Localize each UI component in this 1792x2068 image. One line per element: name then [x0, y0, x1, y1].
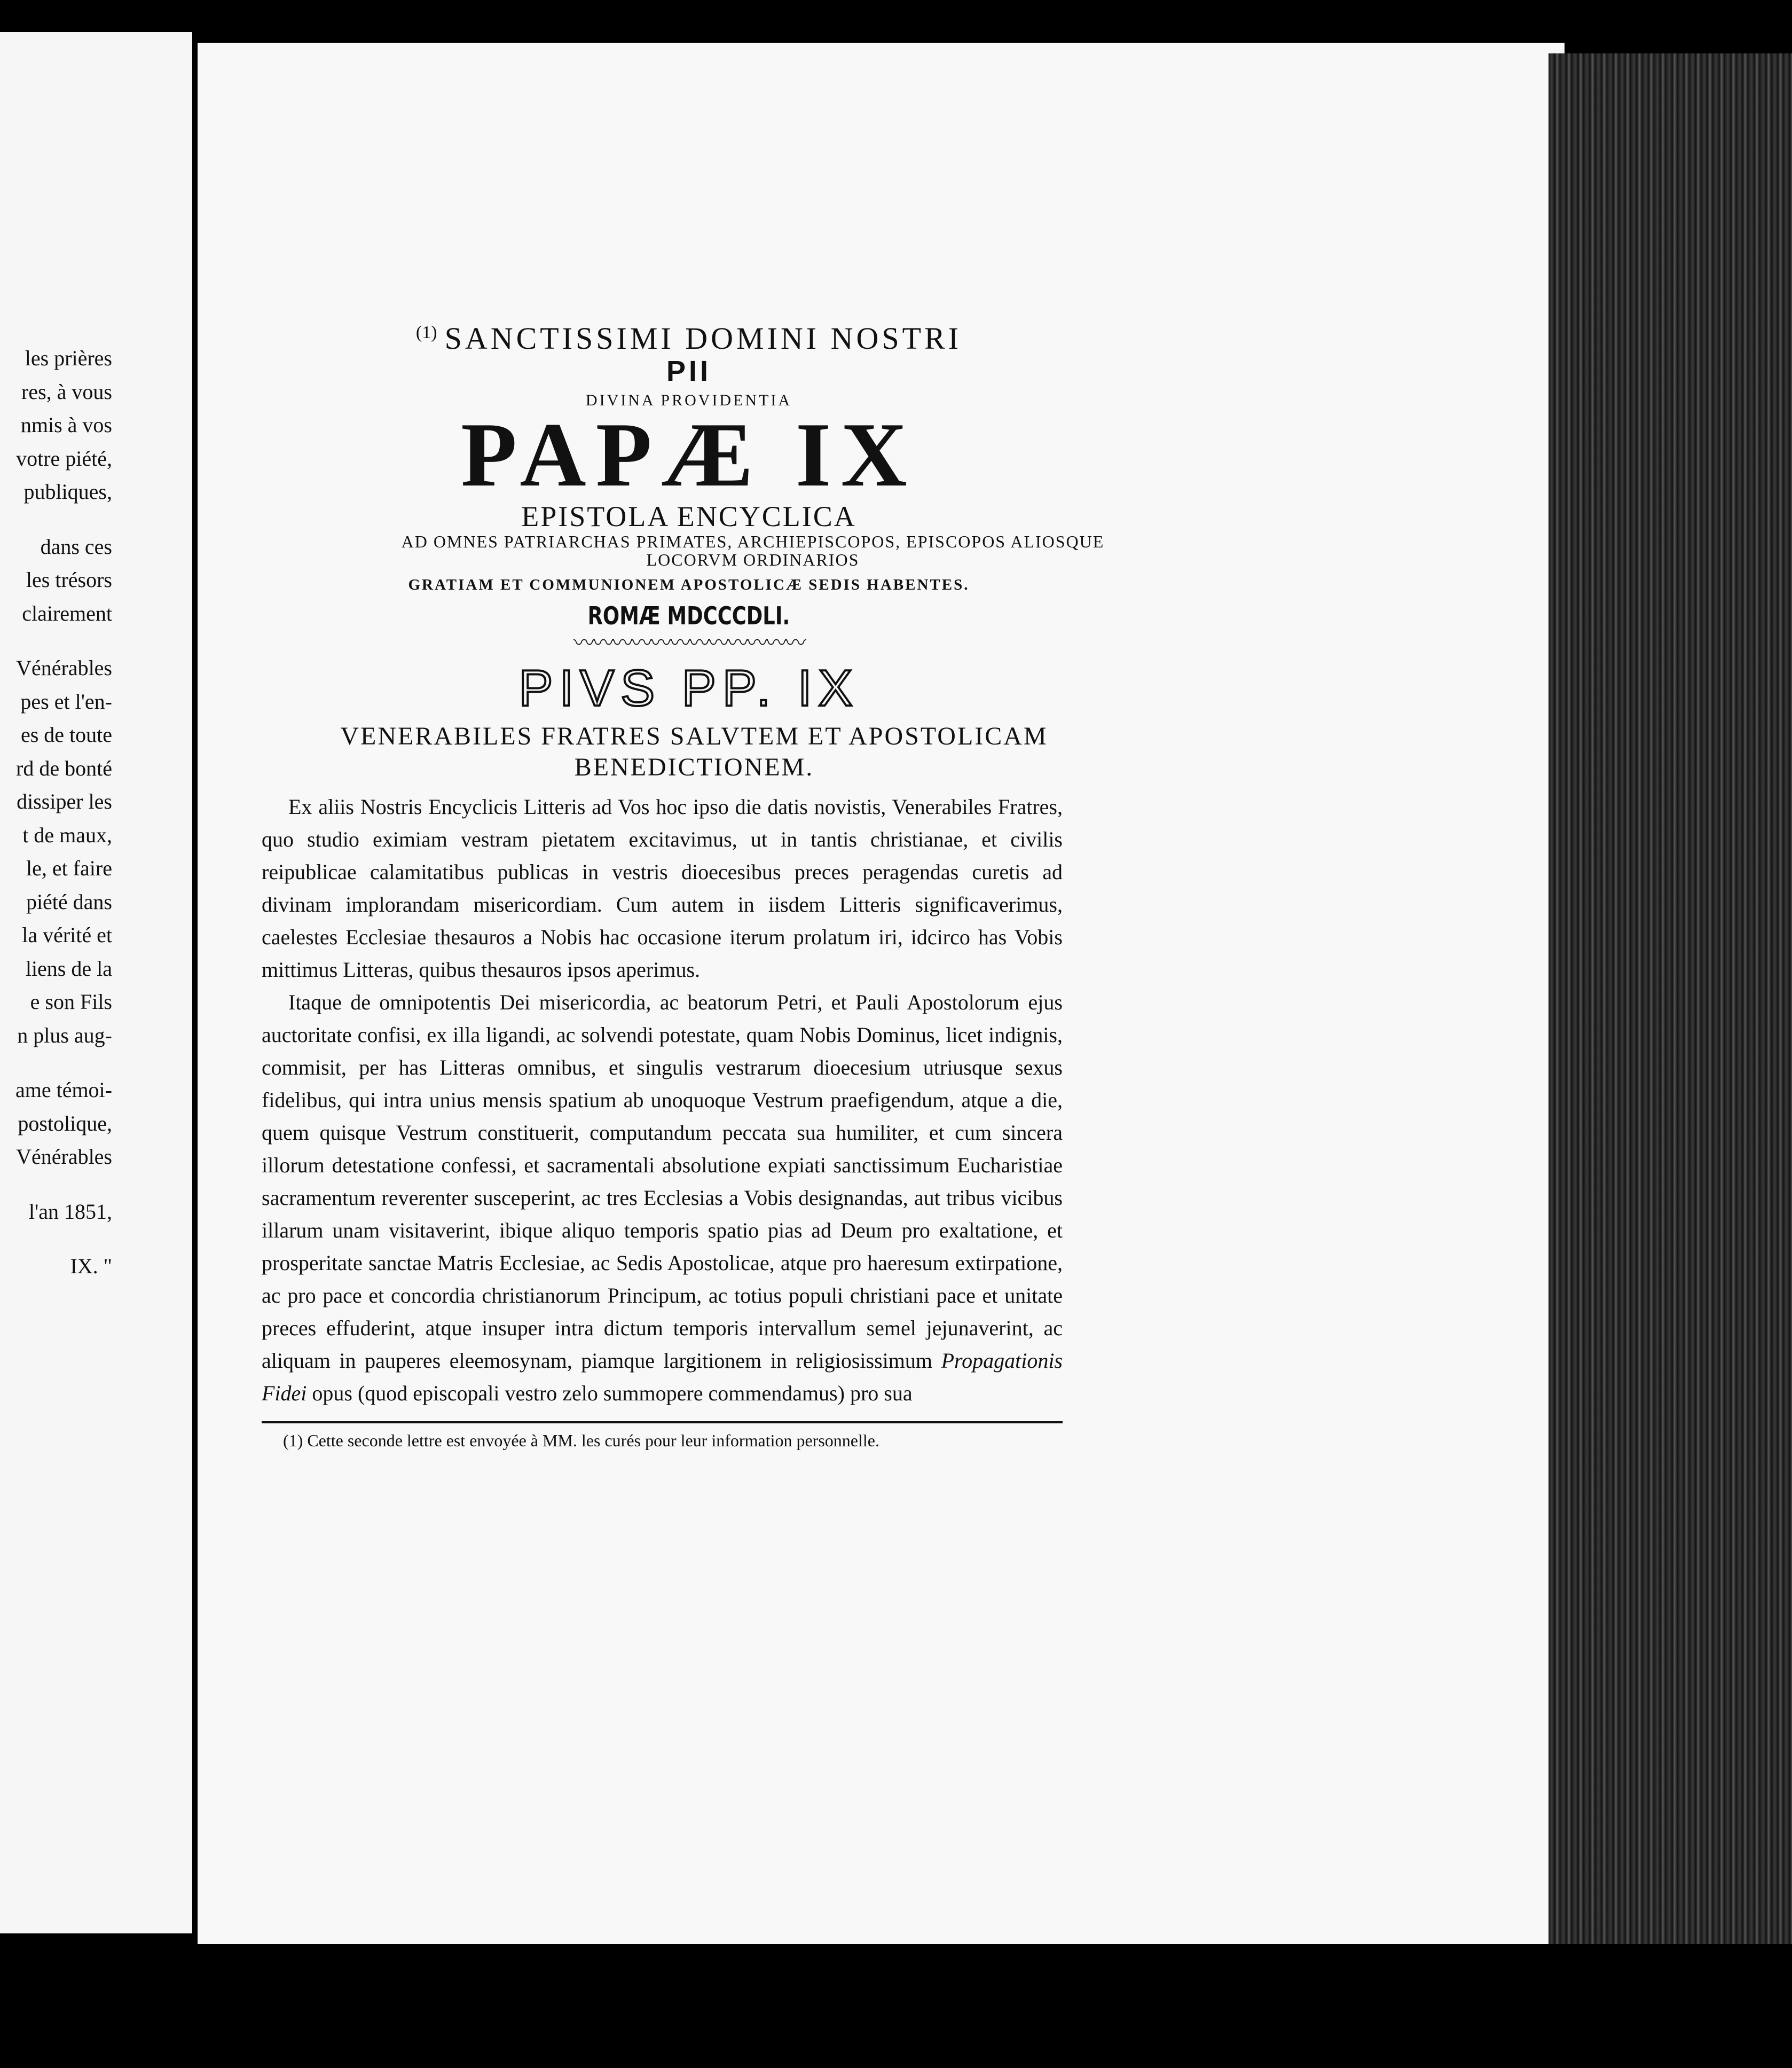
ornament-rule: 〰〰〰〰〰〰〰〰〰〰〰〰: [573, 631, 804, 655]
left-page: [0, 32, 192, 1933]
left-page-line: clairement: [22, 601, 112, 625]
left-page-line: dans ces: [40, 534, 112, 559]
place-date: ROMÆ MDCCCDLI.: [587, 601, 790, 630]
footnote-rule: [262, 1421, 1063, 1423]
title-pii: PII: [666, 355, 712, 387]
greeting: VENERABILES FRATRES SALVTEM ET APOSTOLICAM BENEDICTIONEM.: [340, 722, 1048, 781]
left-page-line: Vénérables: [16, 1145, 112, 1169]
title-divina-providentia: DIVINA PROVIDENTIA: [585, 391, 792, 409]
left-page-line: res, à vous: [21, 379, 112, 404]
gratiam-line: GRATIAM ET COMMUNIONEM APOSTOLICÆ SEDIS HABENTES.: [408, 576, 970, 593]
document-content: [256, 320, 1105, 1451]
left-page-line: [15, 630, 112, 652]
left-page-line: les trésors: [26, 568, 112, 592]
left-page-line: postolique,: [18, 1111, 112, 1135]
left-page-line: t de maux,: [22, 822, 112, 847]
left-page-line: Vénérables: [16, 656, 112, 680]
title-line-1: $^{(1)}$ SANCTISSIMI DOMINI NOSTRI: [415, 321, 962, 356]
left-page-line: rd de bonté: [16, 756, 112, 780]
left-page-line: [15, 1228, 112, 1250]
left-page-text: [15, 342, 112, 1283]
left-page-line: dissiper les: [17, 789, 112, 813]
left-page-line: liens de la: [25, 956, 112, 981]
footnote-mark: (1): [415, 322, 437, 342]
italic-term: Propagationis Fidei: [262, 1349, 1063, 1405]
left-page-line: [15, 1174, 112, 1195]
book-page-edge: [1549, 53, 1792, 1944]
left-page-line: e son Fils: [30, 990, 112, 1014]
left-page-line: l'an 1851,: [28, 1199, 112, 1224]
left-page-line: [15, 509, 112, 530]
left-page-line: n plus aug-: [17, 1023, 112, 1047]
title-epistola: EPISTOLA ENCYCLICA: [521, 500, 856, 532]
body-text: [262, 790, 1063, 1409]
footnote: (1) Cette seconde lettre est envoyée à MM. les curés pour leur information personnelle.: [283, 1431, 879, 1450]
paragraph-1: Ex aliis Nostris Encyclicis Litteris ad Vos hoc ipso die datis novistis, Venerabiles Fratres, quo studio eximiam vestram pietatem excitavimus, ut in tantis christianae, et civilis reipublicae calamitatibus publicas in vestris dioecesibus preces peragendas curetis ad divinam implorandam misericordiam. Cum autem in iisdem Litteris significaverimus, caelestes Ecclesiae thesauros a Nobis hac occasione iterum prolatum iri, idcirco has Vobis mittimus Litteras, quibus thesauros ipsos aperimus.: [262, 795, 1063, 982]
title-papae: PAPÆ IX: [461, 404, 917, 506]
left-page-line: publiques,: [23, 480, 112, 504]
pius-heading: PIVS PP. IX: [518, 660, 859, 717]
left-page-line: les prières: [25, 346, 112, 370]
left-page-line: es de toute: [20, 723, 112, 747]
addressees: AD OMNES PATRIARCHAS PRIMATES, ARCHIEPISCOPOS, EPISCOPOS ALIOSQUE LOCORVM ORDINARIOS: [401, 532, 1105, 569]
left-page-line: nmis à vos: [20, 413, 112, 437]
left-page-line: piété dans: [26, 889, 112, 914]
left-page-line: le, et faire: [26, 856, 112, 880]
left-page-line: [15, 1052, 112, 1074]
left-page-line: ame témoi-: [15, 1078, 112, 1102]
paragraph-2: Itaque de omnipotentis Dei misericordia, ac beatorum Petri, et Pauli Apostolorum ejus auctoritate confisi, ex illa ligandi, ac solvendi potestate, quam Nobis Dominus, licet indignis, commisit, per has Litteras omnibus, et singulis vestrarum dioecesium utriusque sexus fidelibus, qui intra unius mensis spatium ab unoquoque Vestrum praefigendum, atque a die, quem quisque Vestrum constituerit, computandum peccata sua humiliter, et cum sincera illorum detestatione confessi, et sacramentali absolutione expiati sanctissimum Eucharistiae sacramentum reverenter susceperint, ac tres Ecclesias a Vobis designandas, aut tribus vicibus illarum unam visitaverint, ibique aliquo temporis spatio pias ad Deum pro exaltatione, et prosperitate sanctae Matris Ecclesiae, ac Sedis Apostolicae, atque pro haeresum extirpatione, ac pro pace et concordia christianorum Principum, ac totius populi christiani pace et unitate preces effuderint, atque insuper intra dictum temporis intervallum semel jejunaverint, ac aliquam in pauperes eleemosynam, piamque largitionem in religiosissimum Propagationis Fidei opus (quod episcopali vestro zelo summopere commendamus) pro sua: [262, 990, 1063, 1405]
left-page-line: pes et l'en-: [20, 689, 112, 714]
left-page-line: votre piété,: [16, 446, 112, 471]
left-page-line: la vérité et: [22, 923, 112, 947]
left-page-line: IX. ": [70, 1254, 112, 1278]
